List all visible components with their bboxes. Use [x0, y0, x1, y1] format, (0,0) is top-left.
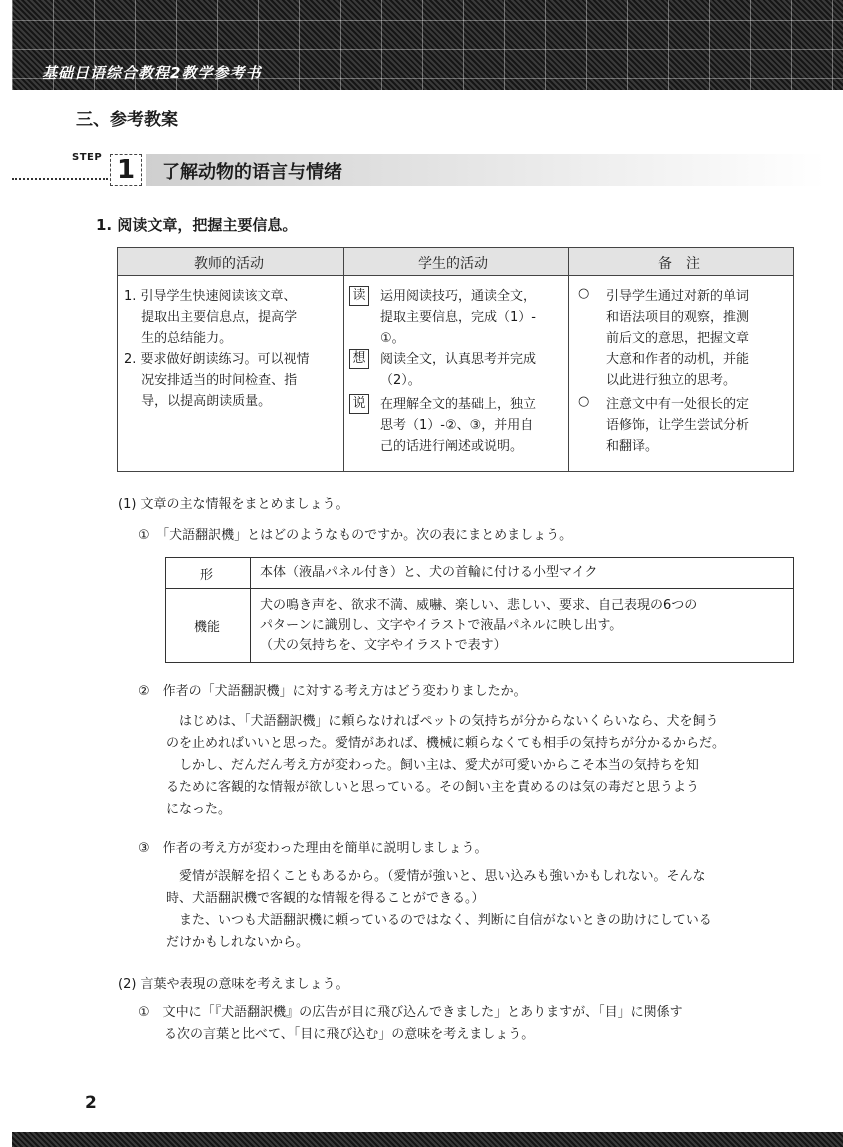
header-notes: 备 注	[658, 256, 700, 272]
question-1-1: ① 「犬語翻訳機」とはどのようなものですか。次の表にまとめましょう。	[138, 528, 573, 543]
step-dotted-rule	[12, 178, 108, 180]
column-divider	[343, 248, 344, 471]
question-1-2: ② 作者の「犬語翻訳機」に対する考え方はどう変わりましたか。	[138, 684, 527, 699]
answer-line: るために客観的な情報が欲しいと思っている。その飼い主を責めるのは気の毒だと思うよう	[166, 780, 700, 795]
answer-line: しかし、だんだん考え方が変わった。飼い主は、愛犬が可愛いからこそ本当の気持ちを知	[166, 758, 699, 773]
answer-1-3	[166, 866, 712, 954]
student-line: 提取主要信息，完成（1）-	[380, 310, 536, 325]
activity-table	[117, 247, 794, 472]
row-value-function	[260, 596, 697, 656]
section-heading: 三、参考教案	[76, 110, 178, 130]
student-line: ①。	[380, 331, 405, 346]
teacher-activities	[124, 286, 310, 412]
note-line: 引导学生通过对新的单词	[606, 289, 750, 304]
teacher-line: 2. 要求做好朗读练习。可以视情	[124, 352, 310, 367]
header-student: 学生的活动	[418, 256, 488, 272]
page-number: 2	[85, 1093, 97, 1113]
step-title-bar	[146, 154, 826, 186]
note-line: 语修饰，让学生尝试分析	[606, 418, 750, 433]
note-bullet: ○	[578, 394, 590, 409]
teacher-line: 导，以提高朗读质量。	[124, 394, 272, 409]
note-line: 以此进行独立的思考。	[606, 373, 737, 388]
note-line: 注意文中有一处很长的定	[606, 397, 750, 412]
student-line: 己的话进行阐述或说明。	[380, 439, 524, 454]
student-item-read	[380, 286, 536, 349]
student-item-speak	[380, 394, 536, 457]
table-divider	[166, 588, 793, 589]
subsection-heading: 1. 阅读文章，把握主要信息。	[96, 216, 298, 234]
tag-think: 想	[349, 349, 369, 369]
row-value-shape: 本体（液晶パネル付き）と、犬の首輪に付ける小型マイク	[260, 565, 598, 580]
answer-line: 愛情が誤解を招くこともあるから。（愛情が強いと、思い込みも強いかもしれない。そんな	[166, 869, 706, 884]
column-divider	[568, 248, 569, 471]
note-line: 前后文的意思，把握文章	[606, 331, 750, 346]
question-2-label: (2) 言葉や表現の意味を考えましょう。	[118, 977, 349, 992]
device-info-table	[165, 557, 794, 663]
answer-line: また、いつも犬語翻訳機に頼っているのではなく、判断に自信がないときの助けにしている	[166, 913, 712, 928]
note-line: 大意和作者的动机，并能	[606, 352, 750, 367]
answer-line: はじめは、「犬語翻訳機」に頼らなければペットの気持ちが分からないくらいなら、犬を飼う	[166, 714, 719, 729]
question-line: る次の言葉と比べて、「目に飛び込む」の意味を考えましょう。	[138, 1027, 535, 1042]
answer-line: になった。	[166, 802, 232, 817]
tag-read: 读	[349, 286, 369, 306]
function-line: （犬の気持ちを、文字やイラストで表す）	[260, 638, 507, 653]
answer-line: 時、犬語翻訳機で客観的な情報を得ることができる。）	[166, 891, 485, 906]
question-1-label: (1) 文章の主な情報をまとめましょう。	[118, 497, 349, 512]
step-banner	[12, 150, 832, 190]
student-line: 思考（1）-②、③，并用自	[380, 418, 534, 433]
note-item	[606, 286, 749, 391]
student-line: 运用阅读技巧，通读全文，	[380, 289, 537, 304]
teacher-line: 况安排适当的时间检查、指	[124, 373, 298, 388]
step-label: STEP	[72, 152, 103, 163]
question-1-3: ③ 作者の考え方が変わった理由を簡単に説明しましょう。	[138, 841, 488, 856]
student-line: 在理解全文的基础上，独立	[380, 397, 537, 412]
table-divider	[250, 558, 251, 662]
function-line: パターンに識別し、文字やイラストで液晶パネルに映し出す。	[260, 618, 623, 633]
header-teacher: 教师的活动	[194, 256, 264, 272]
step-title: 了解动物的语言与情绪	[162, 162, 342, 183]
student-line: （2）。	[380, 373, 421, 388]
answer-1-2	[166, 711, 725, 821]
teacher-line: 提取出主要信息点，提高学	[124, 310, 298, 325]
teacher-line: 1. 引导学生快速阅读该文章、	[124, 289, 297, 304]
question-line: ① 文中に「『犬語翻訳機』の広告が目に飛び込んできました」とありますが、「目」に関係す	[138, 1005, 683, 1020]
step-number-box	[110, 154, 142, 186]
book-title: 基础日语综合教程2教学参考书	[42, 64, 262, 82]
question-2-1	[138, 1002, 683, 1046]
row-label-shape: 形	[200, 568, 214, 583]
note-item	[606, 394, 749, 457]
row-label-function: 機能	[194, 620, 221, 635]
tag-speak: 说	[349, 394, 369, 414]
note-line: 和语法项目的观察，推测	[606, 310, 750, 325]
footer-band	[12, 1132, 843, 1147]
step-number: 1	[116, 155, 136, 185]
student-item-think	[380, 349, 536, 391]
answer-line: のを止めればいいと思った。愛情があれば、機械に頼らなくても相手の気持ちが分かるからだ。	[166, 736, 726, 751]
activity-table-header	[118, 248, 793, 276]
note-bullet: ○	[578, 286, 590, 301]
student-line: 阅读全文，认真思考并完成	[380, 352, 537, 367]
note-line: 和翻译。	[606, 439, 659, 454]
answer-line: だけかもしれないから。	[166, 935, 310, 950]
teacher-line: 生的总结能力。	[124, 331, 233, 346]
function-line: 犬の鳴き声を、欲求不満、威嚇、楽しい、悲しい、要求、自己表現の6つの	[260, 598, 698, 613]
